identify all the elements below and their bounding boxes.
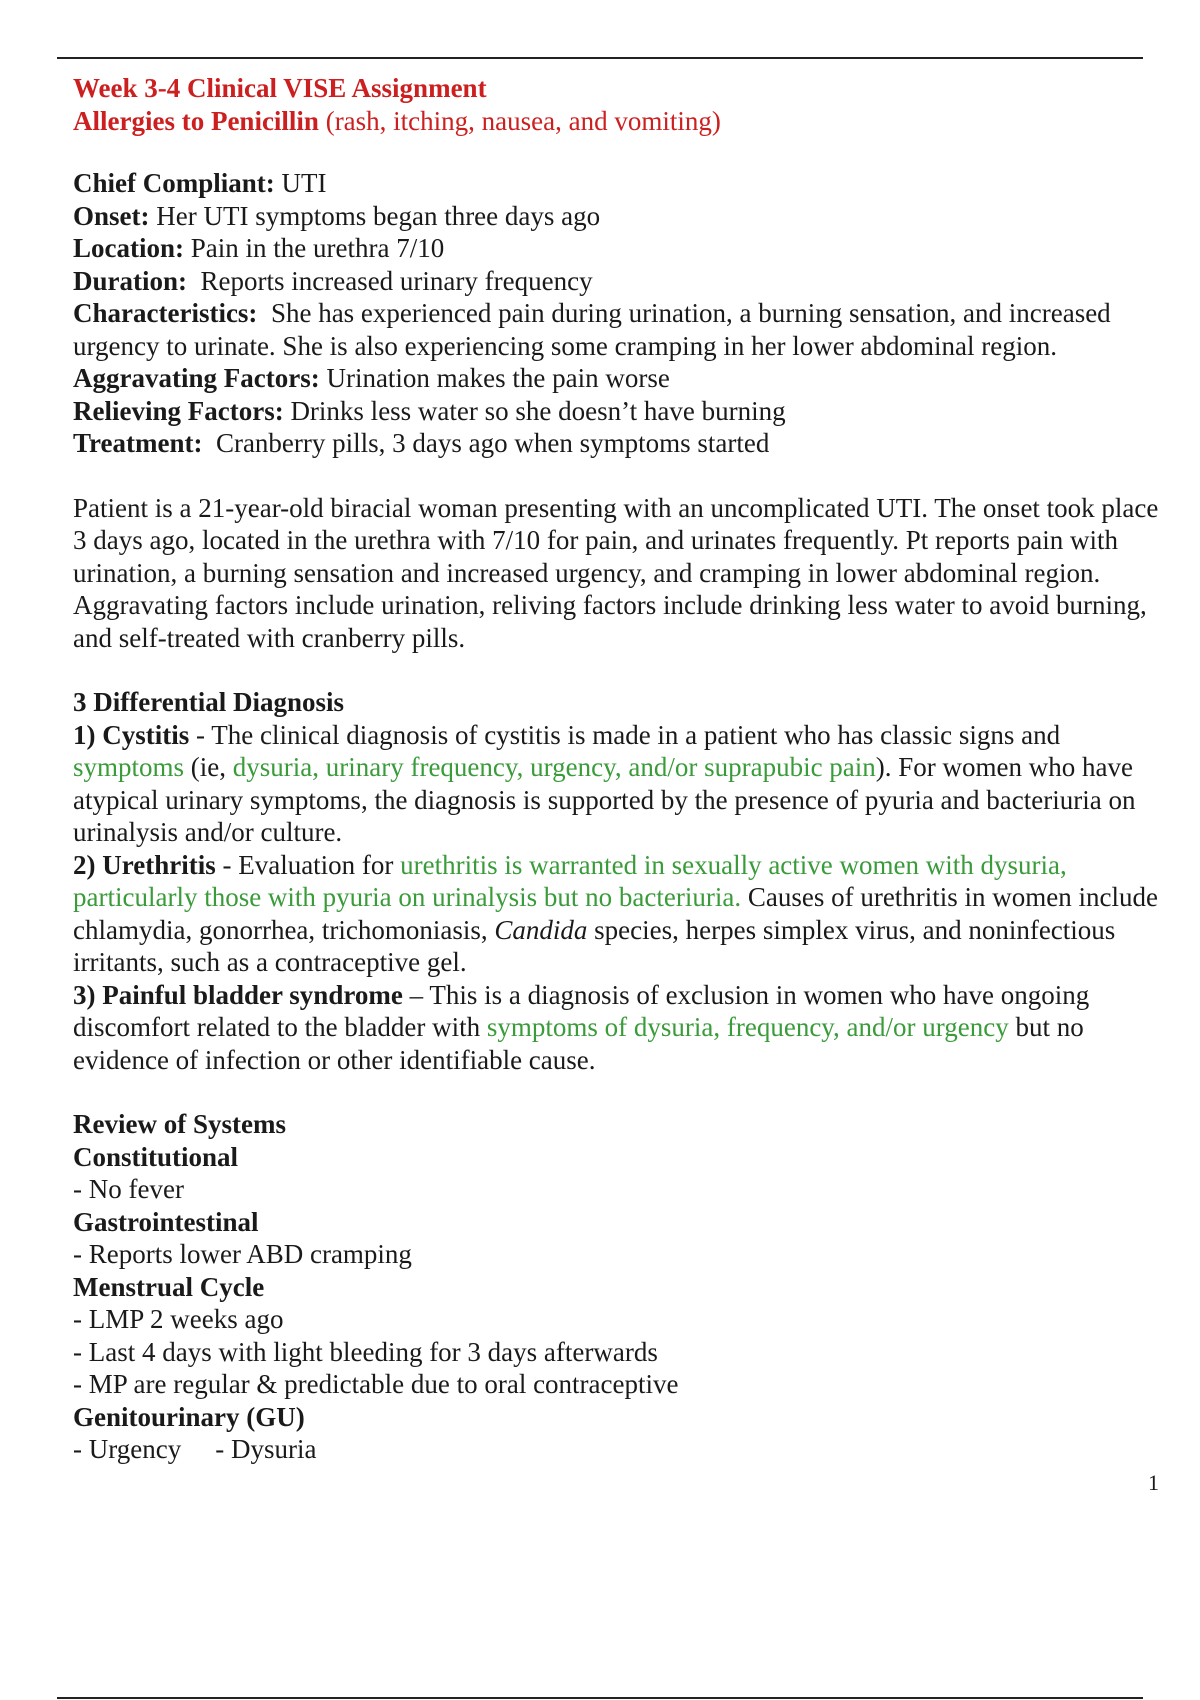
ros-gu-items [73,1433,1163,1466]
differential-painful-bladder: 3) Painful bladder syndrome – This is a diagnosis of exclusion in women who have ongoing discomfort related to the bladder with symptoms of dysuria, frequency, and/or urgency but no evidence of infection or other identifiable cause. [73,979,1090,1075]
ros-gu-title: Genitourinary (GU) [73,1401,305,1432]
ros-gu-dysuria: - Dysuria [215,1434,317,1464]
history-relieving: Relieving Factors: Drinks less water so she doesn’t have burning [73,395,786,426]
allergy-detail: (rash, itching, nausea, and vomiting) [325,105,721,136]
history-duration: Duration: Reports increased urinary frequency [73,265,593,296]
ros-gi-title: Gastrointestinal [73,1206,259,1237]
ros-menstrual-item: - LMP 2 weeks ago [73,1304,284,1334]
top-rule [57,57,1143,59]
patient-summary: Patient is a 21-year-old biracial woman presenting with an uncomplicated UTI. The onset took place 3 days ago, located in the urethra with 7/10 for pain, and urinates frequently. Pt reports pain with urination, a burning sensation and increased urgency, and cramping in lower abdominal region. Aggravating factors include urination, reliving factors include drinking less water to avoid burning, and self-treated with cranberry pills. [73,492,1159,653]
document-page [73,72,1163,1466]
history-location: Location: Pain in the urethra 7/10 [73,233,445,263]
history-treatment: Treatment: Cranberry pills, 3 days ago when symptoms started [73,428,770,458]
ros-constitutional-title: Constitutional [73,1141,239,1172]
ros-menstrual-item: - MP are regular & predictable due to oral contraceptive [73,1369,679,1399]
history-onset: Onset: Her UTI symptoms began three days ago [73,200,601,231]
ros-gu-urgency: - Urgency [73,1434,182,1464]
review-of-systems [73,1108,1163,1466]
ros-heading: Review of Systems [73,1109,286,1139]
ros-constitutional-item: - No fever [73,1174,184,1204]
differential-block [73,686,1163,1076]
differential-cystitis: 1) Cystitis - The clinical diagnosis of cystitis is made in a patient who has classic signs and symptoms (ie, dysuria, urinary frequency, urgency, and/or suprapubic pain). For women who have atypical urinary symptoms, the diagnosis is supported by the presence of pyuria and bacteriuria on urinalysis and/or culture. [73,719,1136,847]
differential-urethritis: 2) Urethritis - Evaluation for urethritis is warranted in sexually active women with dysuria, particularly those with pyuria on urinalysis but no bacteriuria. Causes of urethritis in women include chlamydia, gonorrhea, trichomoniasis, Candida species, herpes simplex virus, and noninfectious irritants, such as a contraceptive gel. [73,849,1159,977]
history-block [73,167,1163,460]
history-chief-complaint: Chief Compliant: UTI [73,168,327,198]
document-title: Week 3-4 Clinical VISE Assignment [73,73,487,103]
differential-heading: 3 Differential Diagnosis [73,687,344,717]
ros-menstrual-title: Menstrual Cycle [73,1271,265,1302]
allergy-line [73,105,1163,138]
page-number: 1 [1148,1470,1159,1495]
history-aggravating: Aggravating Factors: Urination makes the pain worse [73,363,670,393]
ros-menstrual-item: - Last 4 days with light bleeding for 3 days afterwards [73,1336,658,1367]
bottom-rule [57,1697,1143,1699]
history-characteristics: Characteristics: She has experienced pain during urination, a burning sensation, and increased urgency to urinate. She is also experiencing some cramping in her lower abdominal region. [73,298,1111,361]
ros-gi-item: - Reports lower ABD cramping [73,1239,412,1269]
allergy-label: Allergies to Penicillin [73,105,319,136]
